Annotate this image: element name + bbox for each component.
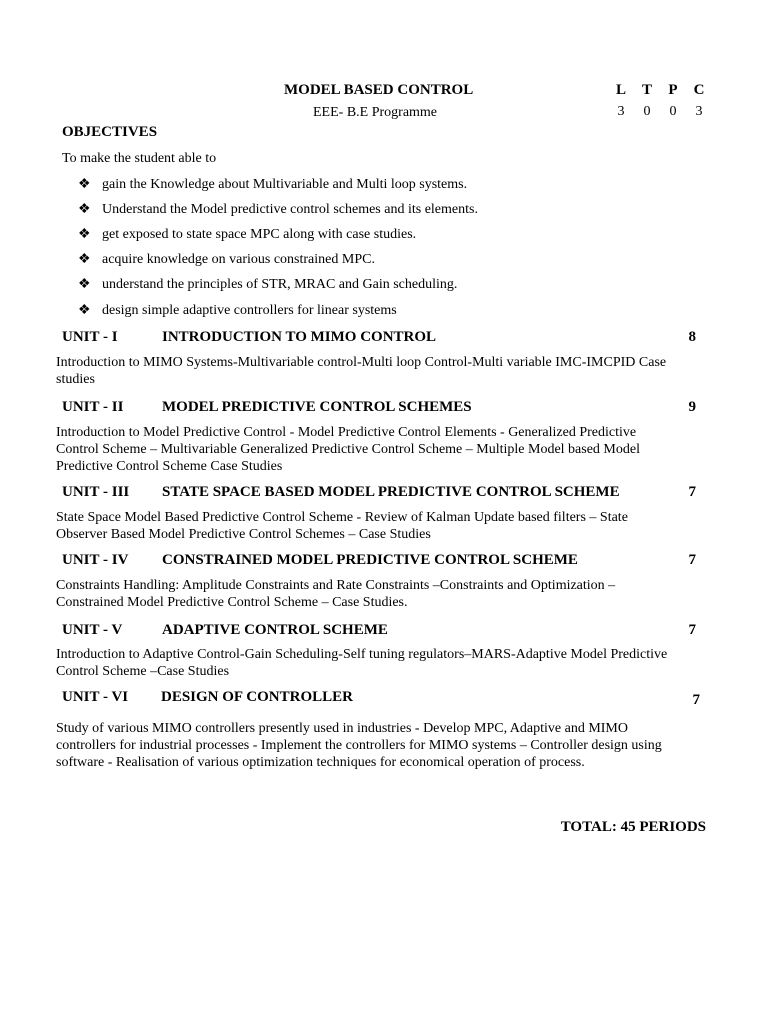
- ltpc-value-t: 0: [643, 104, 651, 119]
- unit-hours: 7: [688, 622, 696, 638]
- ltpc-value-c: 3: [695, 104, 703, 119]
- ltpc-label-c: C: [693, 82, 705, 98]
- unit-content: Constraints Handling: Amplitude Constraints and Rate Constraints –Constraints and Optimization – Constrained Model Predictive Control Scheme – Case Studies.: [56, 578, 616, 610]
- ltpc-values: [612, 104, 708, 120]
- diamond-bullet-icon: ❖: [78, 177, 91, 192]
- diamond-bullet-icon: ❖: [78, 202, 91, 217]
- unit-hours: 8: [688, 329, 696, 345]
- objectives-heading: OBJECTIVES: [62, 124, 158, 140]
- unit-number: UNIT - V: [62, 622, 123, 638]
- unit-number: UNIT - VI: [62, 689, 129, 705]
- unit-number: UNIT - IV: [62, 552, 129, 568]
- objectives-intro: To make the student able to: [62, 151, 217, 166]
- unit-hours: 9: [688, 399, 696, 415]
- unit-content: Study of various MIMO controllers presently used in industries - Develop MPC, Adaptive and MIMO controllers for industrial processes - Implement the controllers for MIMO systems – Controller design using software - Realisation of various optimization techniques for economical operation of process.: [56, 721, 662, 770]
- course-title: MODEL BASED CONTROL: [284, 82, 474, 98]
- objective-text: gain the Knowledge about Multivariable and Multi loop systems.: [102, 177, 468, 192]
- objective-item: [78, 251, 375, 268]
- ltpc-labels: [612, 82, 708, 99]
- programme-name: EEE- B.E Programme: [313, 105, 438, 120]
- objective-item: [78, 302, 397, 319]
- unit-content: State Space Model Based Predictive Control Scheme - Review of Kalman Update based filters – State Observer Based Model Predictive Control Schemes – Case Studies: [56, 510, 628, 542]
- unit-title: INTRODUCTION TO MIMO CONTROL: [162, 329, 437, 345]
- total-periods: TOTAL: 45 PERIODS: [560, 819, 706, 835]
- unit-number: UNIT - I: [62, 329, 118, 345]
- unit-title: DESIGN OF CONTROLLER: [161, 689, 353, 705]
- unit-number: UNIT - II: [62, 399, 124, 415]
- unit-hours: 7: [692, 692, 700, 708]
- unit-hours: 7: [688, 552, 696, 568]
- diamond-bullet-icon: ❖: [78, 303, 91, 318]
- unit-content: Introduction to Adaptive Control-Gain Scheduling-Self tuning regulators–MARS-Adaptive Model Predictive Control Scheme –Case Studies: [56, 647, 668, 679]
- ltpc-label-t: T: [641, 82, 652, 98]
- diamond-bullet-icon: ❖: [78, 277, 91, 292]
- objective-text: design simple adaptive controllers for linear systems: [102, 303, 397, 318]
- diamond-bullet-icon: ❖: [78, 227, 91, 242]
- diamond-bullet-icon: ❖: [78, 252, 91, 267]
- unit-title: STATE SPACE BASED MODEL PREDICTIVE CONTROL SCHEME: [162, 484, 620, 500]
- ltpc-value-l: 3: [617, 104, 625, 119]
- objective-item: [78, 176, 467, 193]
- objective-text: acquire knowledge on various constrained MPC.: [102, 252, 375, 267]
- ltpc-label-l: L: [615, 82, 626, 98]
- objective-item: [78, 276, 457, 293]
- ltpc-value-p: 0: [669, 104, 677, 119]
- unit-content: Introduction to MIMO Systems-Multivariable control-Multi loop Control-Multi variable IMC-IMCPID Case studies: [56, 355, 667, 387]
- objective-text: get exposed to state space MPC along with case studies.: [102, 227, 417, 242]
- unit-title: ADAPTIVE CONTROL SCHEME: [162, 622, 388, 638]
- objective-text: understand the principles of STR, MRAC and Gain scheduling.: [102, 277, 458, 292]
- unit-number: UNIT - III: [62, 484, 130, 500]
- unit-title: MODEL PREDICTIVE CONTROL SCHEMES: [162, 399, 472, 415]
- unit-hours: 7: [688, 484, 696, 500]
- unit-content: Introduction to Model Predictive Control - Model Predictive Control Elements - Generalized Predictive Control Scheme – Multivariable Generalized Predictive Control Scheme – Multiple Model based Model Predictive Control Scheme Case Studies: [56, 425, 640, 474]
- unit-title: CONSTRAINED MODEL PREDICTIVE CONTROL SCHEME: [162, 552, 578, 568]
- objective-text: Understand the Model predictive control schemes and its elements.: [102, 202, 478, 217]
- ltpc-label-p: P: [668, 82, 678, 98]
- objective-item: [78, 201, 478, 218]
- objective-item: [78, 226, 416, 243]
